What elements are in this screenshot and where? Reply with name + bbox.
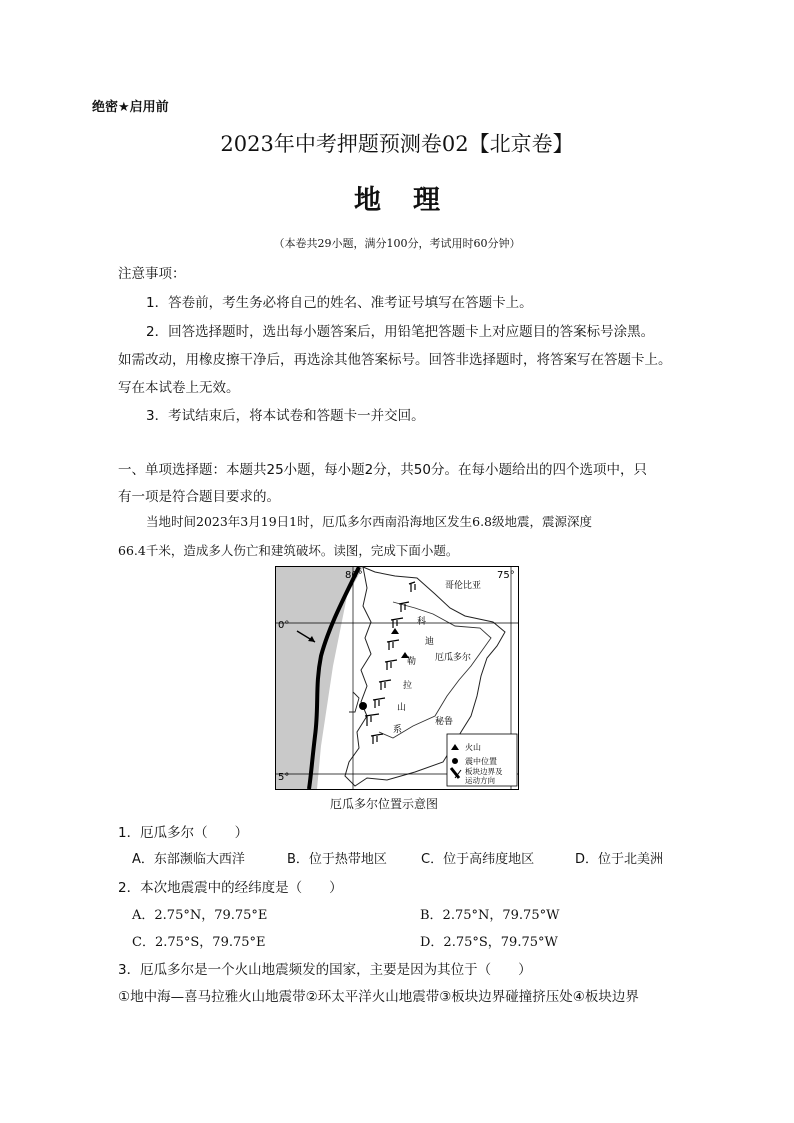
- section-heading-line-1: 一、单项选择题：本题共25小题，每小题2分，共50分。在每小题给出的四个选项中，只: [118, 462, 647, 478]
- andes-char: 山: [397, 703, 407, 713]
- lon-80-label: 80°: [345, 570, 363, 581]
- q2-option-b: B．2.75°N，79.75°W: [420, 908, 560, 923]
- notes-heading: 注意事项：: [118, 266, 186, 282]
- peru-label: 秘鲁: [435, 717, 454, 727]
- note-2-line-1: 2．回答选择题时，选出每小题答案后，用铅笔把答题卡上对应题目的答案标号涂黑。: [146, 324, 655, 340]
- andes-char: 科: [417, 617, 427, 627]
- q1-option-a: A．东部濒临大西洋: [132, 852, 245, 867]
- intro-line-1: 当地时间2023年3月19日1时，厄瓜多尔西南沿海地区发生6.8级地震，震源深度: [146, 514, 593, 529]
- q2-option-d: D．2.75°S，79.75°W: [420, 935, 558, 950]
- exam-meta: （本卷共29小题，满分100分，考试用时60分钟）: [273, 237, 521, 250]
- lon-75-label: 75°: [497, 570, 515, 581]
- ecuador-label: 厄瓜多尔: [435, 653, 472, 663]
- note-3: 3．考试结束后，将本试卷和答题卡一并交回。: [146, 408, 425, 424]
- andes-char: 勒: [407, 657, 417, 667]
- lat-0-label: 0°: [278, 620, 290, 631]
- note-2-line-2: 如需改动，用橡皮擦干净后，再选涂其他答案标号。回答非选择题时，将答案写在答题卡上。: [118, 352, 672, 368]
- legend-epicenter-icon: [452, 758, 458, 764]
- note-1: 1．答卷前，考生务必将自己的姓名、准考证号填写在答题卡上。: [146, 295, 533, 311]
- andes-char: 系: [393, 725, 403, 735]
- q1-option-d: D．位于北美洲: [575, 852, 664, 867]
- q3-options: ①地中海—喜马拉雅火山地震带②环太平洋火山地震带③板块边界碰撞挤压处④板块边界: [118, 989, 639, 1005]
- lat-5-label: 5°: [278, 772, 290, 783]
- ecuador-location-map: [275, 566, 519, 790]
- exam-title: 2023年中考押题预测卷02【北京卷】: [220, 132, 574, 156]
- q2-option-c: C．2.75°S，79.75°E: [132, 935, 266, 950]
- note-2-line-3: 写在本试卷上无效。: [118, 380, 240, 396]
- q1-option-b: B．位于热带地区: [287, 852, 387, 867]
- legend-boundary-label-2: 运动方向: [465, 776, 495, 785]
- andes-char: 迪: [425, 637, 435, 647]
- q2-stem: 2．本次地震震中的经纬度是（ ）: [118, 880, 343, 896]
- colombia-label: 哥伦比亚: [445, 581, 482, 591]
- intro-line-2: 66.4千米，造成多人伤亡和建筑破坏。读图，完成下面小题。: [118, 543, 459, 558]
- q1-stem: 1．厄瓜多尔（ ）: [118, 825, 249, 841]
- q3-stem: 3．厄瓜多尔是一个火山地震频发的国家，主要是因为其位于（ ）: [118, 962, 532, 978]
- legend-boundary-label: 板块边界及: [465, 767, 503, 776]
- map-legend: [447, 734, 517, 786]
- subject-title: 地理: [354, 185, 472, 216]
- q2-option-a: A．2.75°N，79.75°E: [132, 908, 268, 923]
- andes-char: 拉: [403, 681, 413, 691]
- legend-epicenter-label: 震中位置: [465, 757, 497, 766]
- map-caption: 厄瓜多尔位置示意图: [330, 797, 439, 811]
- confidential-mark: 绝密★启用前: [92, 100, 169, 115]
- legend-volcano-label: 火山: [465, 743, 481, 752]
- epicenter-marker: [359, 702, 367, 710]
- q1-option-c: C．位于高纬度地区: [421, 852, 535, 867]
- section-heading-line-2: 有一项是符合题目要求的。: [118, 489, 280, 505]
